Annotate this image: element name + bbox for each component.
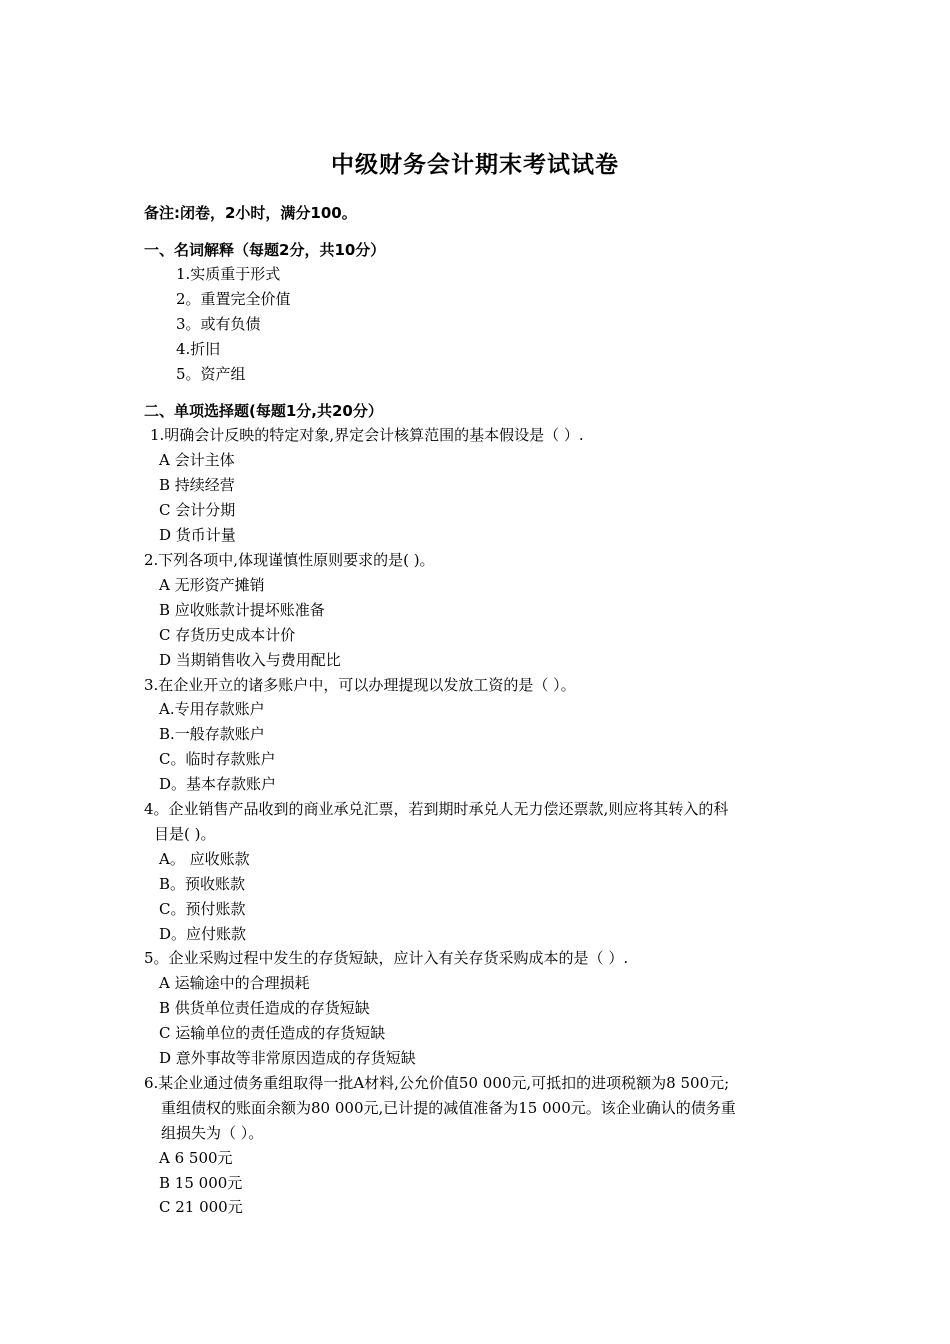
answer-option: D 当期销售收入与费用配比 <box>159 651 341 669</box>
answer-option: C。临时存款账户 <box>159 750 276 768</box>
term-item: 4.折旧 <box>176 340 221 358</box>
answer-option: B。预收账款 <box>159 875 246 893</box>
answer-option: D 意外事故等非常原因造成的存货短缺 <box>159 1049 416 1067</box>
question-stem: 目是( )。 <box>154 825 216 843</box>
exam-note: 备注:闭卷，2小时，满分100。 <box>144 204 357 222</box>
answer-option: A。 应收账款 <box>159 850 250 868</box>
question-stem: 5。企业采购过程中发生的存货短缺，应计入有关存货采购成本的是（ ）. <box>144 949 629 967</box>
question-stem: 重组债权的账面余额为80 000元,已计提的减值准备为15 000元。该企业确认的债务重 <box>161 1099 736 1117</box>
answer-option: B 供货单位责任造成的存货短缺 <box>159 999 370 1017</box>
answer-option: B 持续经营 <box>159 476 235 494</box>
term-item: 2。重置完全价值 <box>176 290 291 308</box>
page-title: 中级财务会计期末考试试卷 <box>331 152 619 178</box>
section1-heading: 一、名词解释（每题2分，共10分） <box>144 241 386 259</box>
answer-option: B 应收账款计提坏账准备 <box>159 601 325 619</box>
answer-option: C 存货历史成本计价 <box>159 626 296 644</box>
term-item: 1.实质重于形式 <box>176 265 281 283</box>
answer-option: A 运输途中的合理损耗 <box>159 974 310 992</box>
answer-option: B 15 000元 <box>159 1174 243 1192</box>
answer-option: A.专用存款账户 <box>159 700 265 718</box>
section2-heading: 二、单项选择题(每题1分,共20分） <box>144 402 383 420</box>
question-stem: 6.某企业通过债务重组取得一批A材料,公允价值50 000元,可抵扣的进项税额为8 500元; <box>144 1074 730 1092</box>
term-item: 5。资产组 <box>176 365 246 383</box>
answer-option: C。预付账款 <box>159 900 246 918</box>
answer-option: D 货币计量 <box>159 526 236 544</box>
question-stem: 2.下列各项中,体现谨慎性原则要求的是( )。 <box>144 551 435 569</box>
answer-option: C 会计分期 <box>159 501 236 519</box>
answer-option: C 21 000元 <box>159 1198 243 1216</box>
answer-option: A 6 500元 <box>159 1149 233 1167</box>
answer-option: A 会计主体 <box>159 451 235 469</box>
question-stem: 4。企业销售产品收到的商业承兑汇票，若到期时承兑人无力偿还票款,则应将其转入的科 <box>144 800 729 818</box>
answer-option: D。基本存款账户 <box>159 775 277 793</box>
answer-option: B.一般存款账户 <box>159 725 265 743</box>
term-item: 3。或有负债 <box>176 315 261 333</box>
question-stem: 组损失为（ ）。 <box>161 1124 264 1142</box>
answer-option: D。应付账款 <box>159 925 247 943</box>
question-stem: 3.在企业开立的诸多账户中，可以办理提现以发放工资的是（ ）。 <box>144 676 576 694</box>
answer-option: A 无形资产摊销 <box>159 576 265 594</box>
question-stem: 1.明确会计反映的特定对象,界定会计核算范围的基本假设是（ ）. <box>150 426 584 444</box>
answer-option: C 运输单位的责任造成的存货短缺 <box>159 1024 386 1042</box>
